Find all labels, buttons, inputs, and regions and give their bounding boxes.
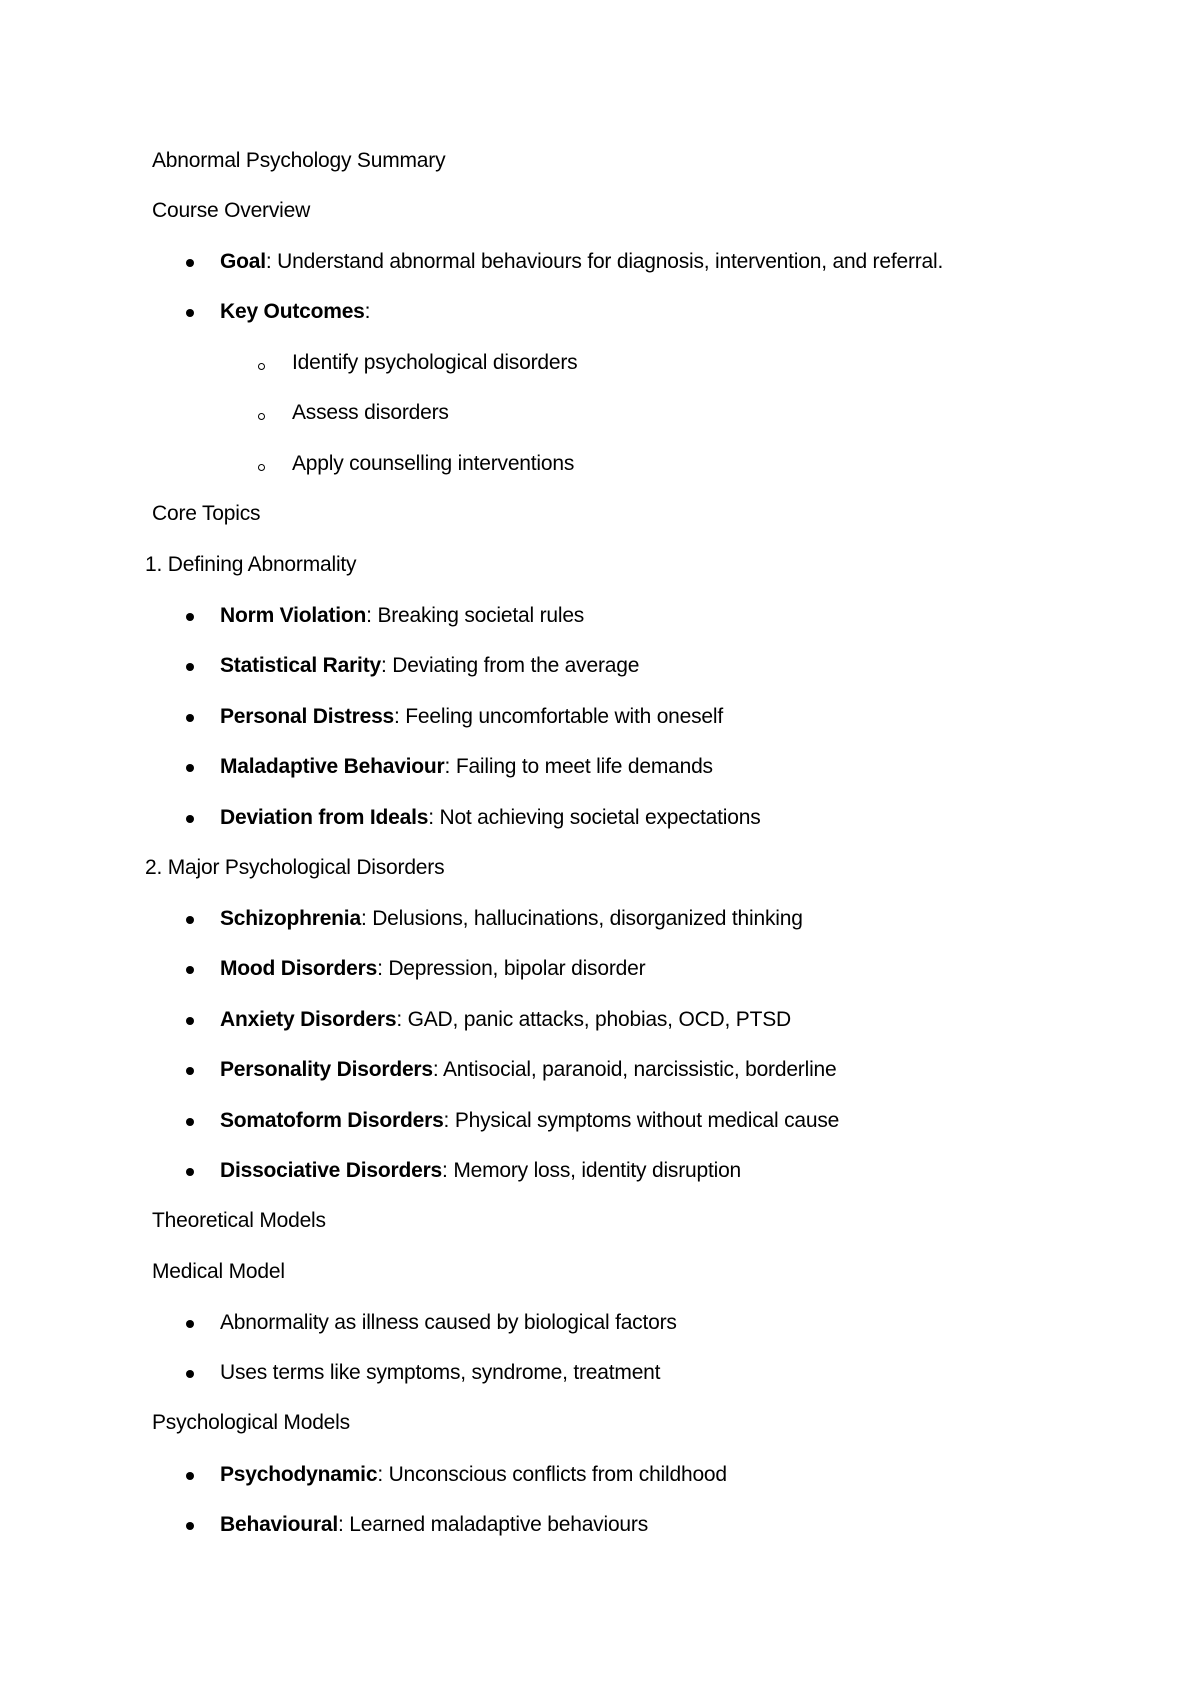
bullet-icon — [186, 663, 194, 671]
core-topics-heading: Core Topics — [152, 502, 261, 525]
desc: : Feeling uncomfortable with oneself — [394, 705, 724, 728]
bullet-icon — [186, 966, 194, 974]
circle-bullet-icon — [258, 413, 265, 420]
desc: : Antisocial, paranoid, narcissistic, borderline — [432, 1058, 837, 1081]
list-item — [220, 1462, 727, 1488]
term-behavioural: Behavioural — [220, 1513, 339, 1536]
desc: : Failing to meet life demands — [444, 755, 713, 778]
list-item — [220, 603, 584, 629]
bullet-icon — [186, 1067, 194, 1075]
list-item — [220, 1512, 648, 1538]
outcome-item: Assess disorders — [292, 401, 449, 424]
bullet-icon — [186, 764, 194, 772]
list-item — [220, 906, 803, 932]
desc: : Depression, bipolar disorder — [377, 957, 646, 980]
list-item — [220, 1057, 837, 1083]
list-item — [220, 754, 713, 780]
bullet-icon — [186, 1472, 194, 1480]
goal-label: Goal — [220, 250, 266, 273]
circle-bullet-icon — [258, 363, 265, 370]
bullet-icon — [186, 259, 194, 267]
key-outcomes-item — [220, 299, 370, 325]
key-outcomes-colon: : — [364, 300, 371, 323]
list-item — [220, 1108, 839, 1134]
key-outcomes-label: Key Outcomes — [220, 300, 365, 323]
desc: : Unconscious conflicts from childhood — [377, 1463, 727, 1486]
bullet-icon — [186, 815, 194, 823]
bullet-icon — [186, 916, 194, 924]
document-title: Abnormal Psychology Summary — [152, 149, 446, 172]
term-dissociative-disorders: Dissociative Disorders — [220, 1159, 443, 1182]
list-item — [220, 704, 723, 730]
outcome-item: Identify psychological disorders — [292, 351, 578, 374]
bullet-icon — [186, 1370, 194, 1378]
bullet-icon — [186, 309, 194, 317]
bullet-icon — [186, 1168, 194, 1176]
section-1-heading: 1. Defining Abnormality — [145, 553, 357, 576]
term-schizophrenia: Schizophrenia — [220, 907, 361, 930]
list-item — [220, 956, 645, 982]
term-statistical-rarity: Statistical Rarity — [220, 654, 381, 677]
list-item — [220, 1007, 791, 1033]
bullet-icon — [186, 1320, 194, 1328]
desc: : Learned maladaptive behaviours — [338, 1513, 648, 1536]
desc: : Physical symptoms without medical cause — [443, 1109, 840, 1132]
outcome-item: Apply counselling interventions — [292, 452, 575, 475]
theoretical-models-heading: Theoretical Models — [152, 1209, 326, 1232]
psychological-models-heading: Psychological Models — [152, 1411, 350, 1434]
term-anxiety-disorders: Anxiety Disorders — [220, 1008, 397, 1031]
goal-item — [220, 249, 943, 275]
list-item — [220, 1158, 741, 1184]
term-psychodynamic: Psychodynamic — [220, 1463, 378, 1486]
goal-text: : Understand abnormal behaviours for diagnosis, intervention, and referral. — [265, 250, 944, 273]
bullet-icon — [186, 1522, 194, 1530]
term-norm-violation: Norm Violation — [220, 604, 367, 627]
list-item: Uses terms like symptoms, syndrome, treatment — [220, 1361, 661, 1384]
term-mood-disorders: Mood Disorders — [220, 957, 378, 980]
desc: : Not achieving societal expectations — [428, 806, 761, 829]
section-2-heading: 2. Major Psychological Disorders — [145, 856, 445, 879]
desc: : Delusions, hallucinations, disorganized thinking — [360, 907, 803, 930]
circle-bullet-icon — [258, 464, 265, 471]
list-item — [220, 653, 639, 679]
medical-model-heading: Medical Model — [152, 1260, 285, 1283]
bullet-icon — [186, 714, 194, 722]
list-item — [220, 805, 761, 831]
desc: : Breaking societal rules — [366, 604, 585, 627]
bullet-icon — [186, 1017, 194, 1025]
term-personal-distress: Personal Distress — [220, 705, 395, 728]
bullet-icon — [186, 1118, 194, 1126]
list-item: Abnormality as illness caused by biological factors — [220, 1311, 677, 1334]
bullet-icon — [186, 613, 194, 621]
course-overview-heading: Course Overview — [152, 199, 311, 222]
term-somatoform-disorders: Somatoform Disorders — [220, 1109, 444, 1132]
desc: : Memory loss, identity disruption — [442, 1159, 742, 1182]
desc: : Deviating from the average — [380, 654, 640, 677]
term-maladaptive-behaviour: Maladaptive Behaviour — [220, 755, 445, 778]
term-personality-disorders: Personality Disorders — [220, 1058, 433, 1081]
desc: : GAD, panic attacks, phobias, OCD, PTSD — [396, 1008, 791, 1031]
term-deviation-from-ideals: Deviation from Ideals — [220, 806, 429, 829]
